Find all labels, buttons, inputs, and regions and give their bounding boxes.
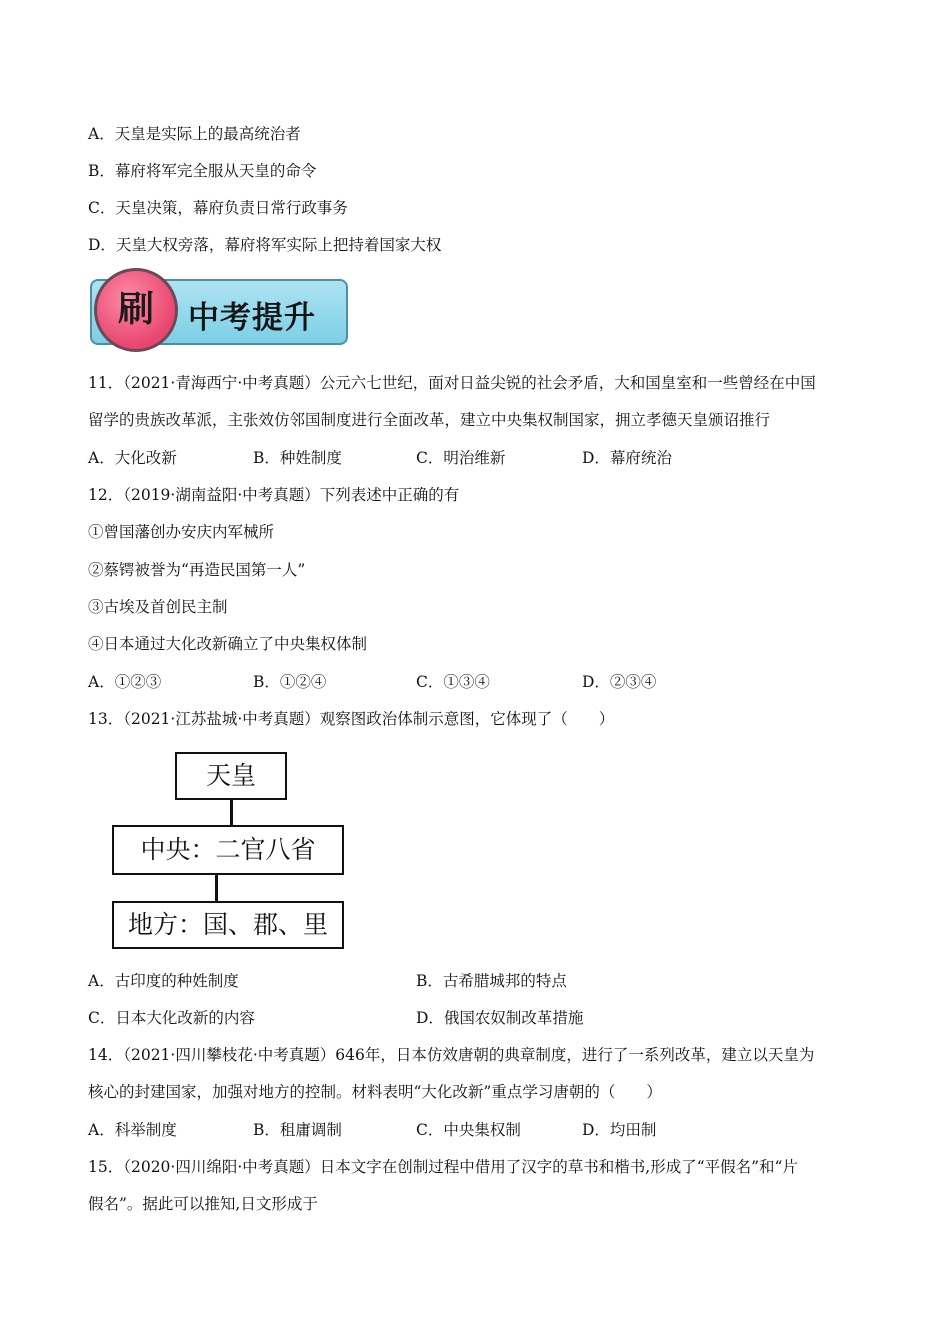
- banner-title: 中考提升: [188, 300, 316, 336]
- q14-stem-line2: 核心的封建国家，加强对地方的控制。材料表明“大化改新”重点学习唐朝的（ ）: [88, 1083, 662, 1101]
- diagram-connector-2: [215, 875, 218, 901]
- q13-option-a: A．古印度的种姓制度: [88, 972, 239, 990]
- banner-circle-text: 刷: [117, 289, 154, 330]
- q11-stem-line2: 留学的贵族改革派，主张效仿邻国制度进行全面改革，建立中央集权制国家，拥立孝德天皇颁诏推行: [88, 411, 771, 429]
- q14-option-d: D．均田制: [582, 1121, 657, 1139]
- q12-stem: 12．（2019·湖南益阳·中考真题）下列表述中正确的有: [88, 486, 460, 504]
- q12-option-a: A．①②③: [88, 673, 162, 691]
- q15-stem-line2: 假名”。据此可以推知,日文形成于: [88, 1195, 318, 1213]
- q11-options: [88, 448, 868, 468]
- q14-option-a: A．科举制度: [88, 1121, 177, 1139]
- q12-options: [88, 672, 868, 692]
- q10-option-a: A．天皇是实际上的最高统治者: [88, 125, 301, 143]
- diagram-box-local: 地方：国、郡、里: [112, 901, 344, 949]
- q14-option-c: C．中央集权制: [416, 1121, 521, 1139]
- diagram-box-central: 中央：二官八省: [112, 825, 344, 875]
- q11-option-b: B．种姓制度: [253, 449, 342, 467]
- q11-option-d: D．幕府统治: [582, 449, 672, 467]
- q14-stem-line1: 14．（2021·四川攀枝花·中考真题）646年，日本仿效唐朝的典章制度，进行了一系列改革，建立以天皇为: [88, 1046, 815, 1064]
- diagram-box-emperor: 天皇: [175, 752, 287, 800]
- q11-option-a: A．大化改新: [88, 449, 177, 467]
- q14-options: [88, 1120, 868, 1140]
- q10-option-c: C．天皇决策，幕府负责日常行政事务: [88, 199, 348, 217]
- diagram-connector-1: [230, 800, 233, 825]
- q12-option-c: C．①③④: [416, 673, 490, 691]
- q15-stem-line1: 15．（2020·四川绵阳·中考真题）日本文字在创制过程中借用了汉字的草书和楷书,形成了“平假名”和“片: [88, 1158, 798, 1176]
- q13-option-d: D．俄国农奴制改革措施: [416, 1009, 584, 1027]
- q13-options-row1: [88, 971, 868, 991]
- q12-option-d: D．②③④: [582, 673, 657, 691]
- q13-option-b: B．古希腊城邦的特点: [416, 972, 567, 990]
- q11-stem-line1: 11．（2021·青海西宁·中考真题）公元六七世纪，面对日益尖锐的社会矛盾，大和国皇室和一些曾经在中国: [88, 374, 816, 392]
- q13-option-c: C．日本大化改新的内容: [88, 1009, 255, 1027]
- q14-option-b: B．租庸调制: [253, 1121, 342, 1139]
- section-banner: [90, 268, 352, 352]
- q13-options-row2: [88, 1008, 868, 1028]
- q12-item-2: ②蔡锷被誉为“再造民国第一人”: [88, 561, 306, 579]
- q13-stem: 13．（2021·江苏盐城·中考真题）观察图政治体制示意图，它体现了（ ）: [88, 710, 615, 728]
- q11-option-c: C．明治维新: [416, 449, 506, 467]
- q12-item-3: ③古埃及首创民主制: [88, 598, 228, 616]
- q12-item-1: ①曾国藩创办安庆内军械所: [88, 523, 275, 541]
- q10-option-d: D．天皇大权旁落，幕府将军实际上把持着国家大权: [88, 236, 442, 254]
- q12-option-b: B．①②④: [253, 673, 327, 691]
- q10-option-b: B．幕府将军完全服从天皇的命令: [88, 162, 317, 180]
- q12-item-4: ④日本通过大化改新确立了中央集权体制: [88, 635, 368, 653]
